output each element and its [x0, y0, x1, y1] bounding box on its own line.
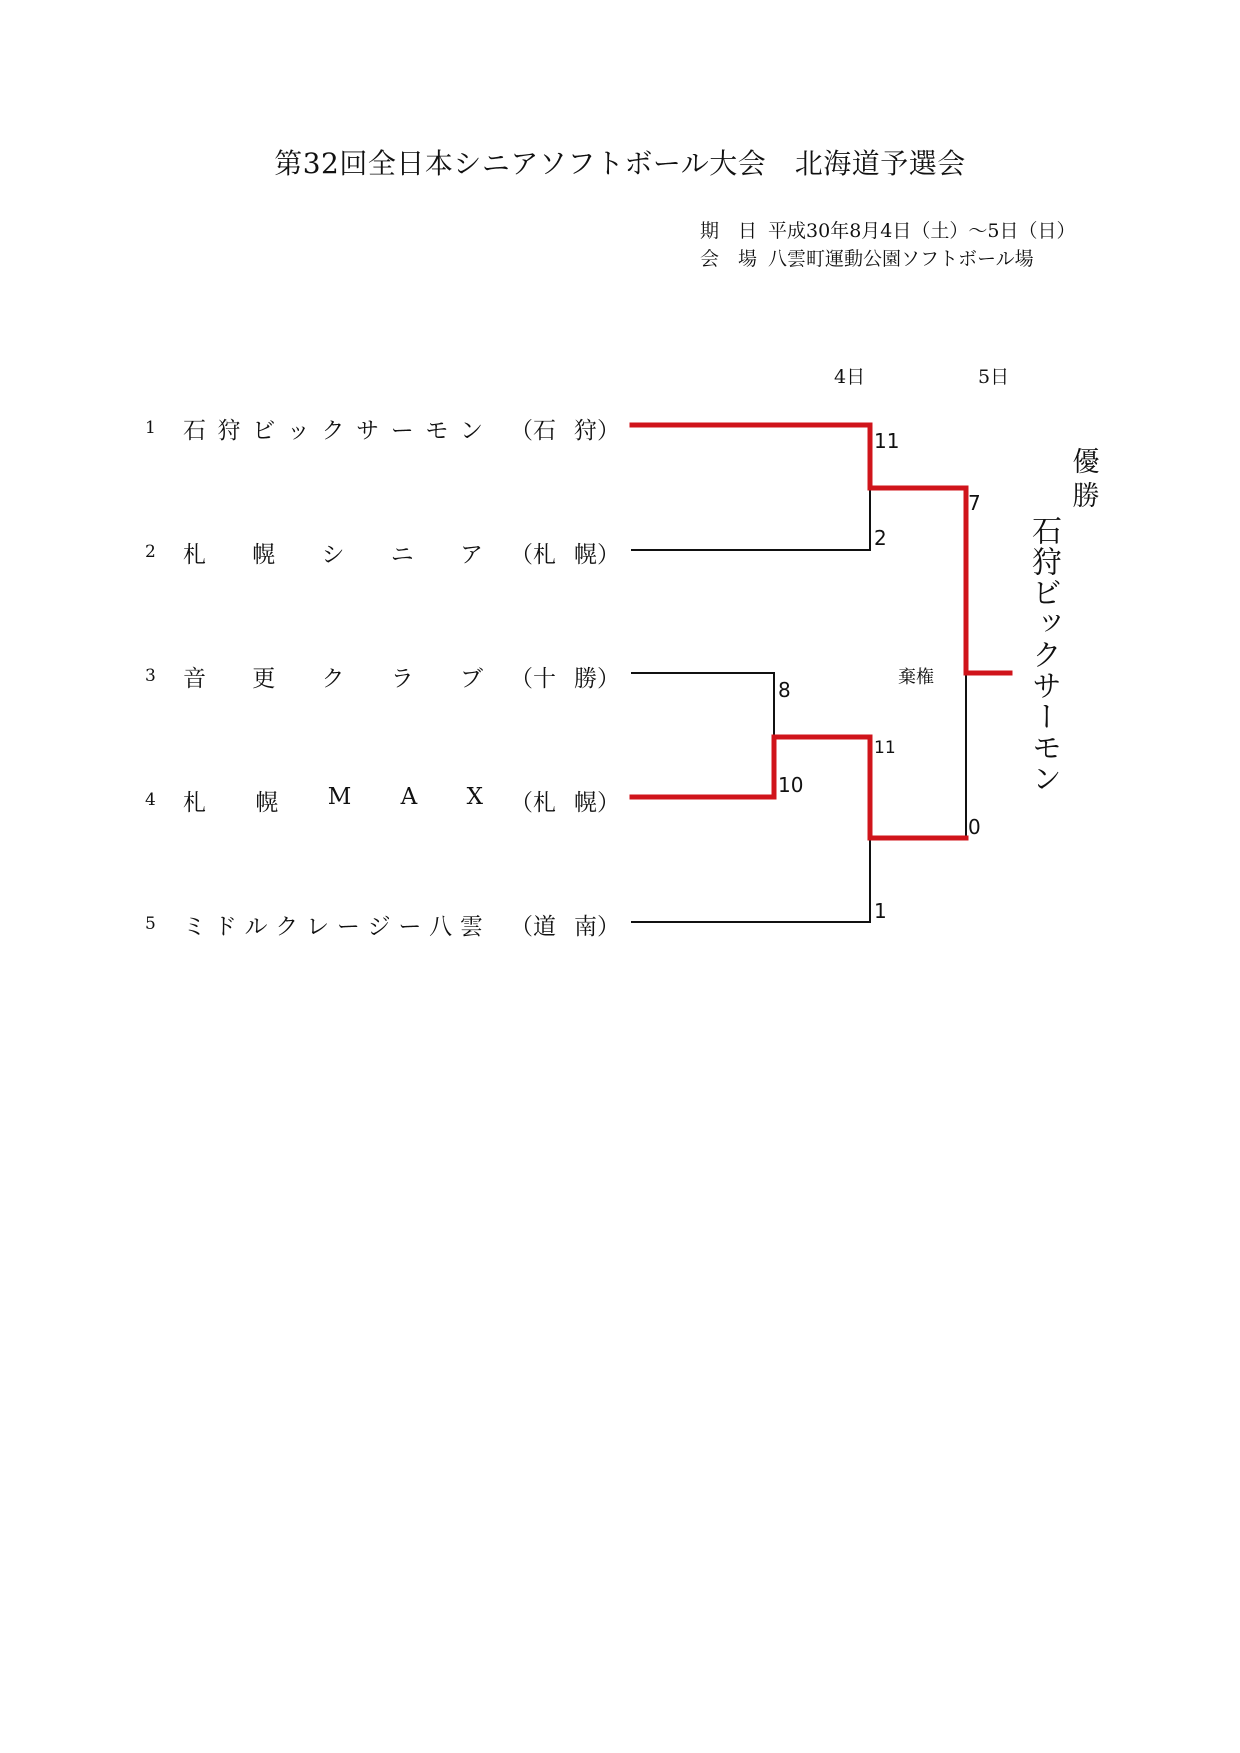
- score-r1-team2: 2: [874, 526, 887, 550]
- champion-label: 優勝: [1072, 447, 1100, 512]
- team-region: （石 狩）: [510, 418, 620, 444]
- team-region: （札 幌）: [510, 790, 620, 816]
- team-name: 札 幌 シ ニ ア: [183, 542, 483, 568]
- team-seed: 4: [145, 790, 156, 810]
- forfeit-note: 棄権: [898, 667, 934, 688]
- team-seed: 5: [145, 914, 156, 934]
- team-region: （道 南）: [510, 914, 620, 940]
- team-seed: 3: [145, 666, 156, 686]
- score-final-top: 7: [968, 491, 981, 515]
- team-name: 札 幌 M A X: [183, 784, 483, 816]
- day-label-4: 4日: [834, 366, 866, 388]
- score-r1-team4: 10: [778, 773, 804, 797]
- team-seed: 1: [145, 418, 156, 438]
- team-seed: 2: [145, 542, 156, 562]
- score-r1-team3: 8: [778, 678, 791, 702]
- venue-value: 八雲町運動公園ソフトボール場: [768, 248, 1034, 270]
- team-region: （十 勝）: [510, 666, 620, 692]
- date-info: 期 日 平成30年8月4日（土）～5日（日）: [700, 220, 1076, 242]
- champion-name: 石狩ビックサーモン: [1026, 515, 1061, 794]
- team-name: ミ ド ル ク レ ー ジ ー 八 雲: [183, 914, 483, 940]
- page-title: 第32回全日本シニアソフトボール大会 北海道予選会: [274, 147, 966, 180]
- venue-info: 会 場 八雲町運動公園ソフトボール場: [700, 248, 1034, 270]
- score-final-bottom: 0: [968, 815, 981, 839]
- score-r1-team1: 11: [874, 429, 900, 453]
- team-region: （札 幌）: [510, 542, 620, 568]
- date-value: 平成30年8月4日（土）～5日（日）: [768, 220, 1076, 242]
- score-r2-team4: 11: [874, 738, 896, 758]
- score-r2-team5: 1: [874, 899, 887, 923]
- team-name: 音 更 ク ラ ブ: [183, 666, 483, 692]
- team-name: 石 狩 ビ ッ ク サ ー モ ン: [183, 418, 483, 444]
- day-label-5: 5日: [978, 366, 1010, 388]
